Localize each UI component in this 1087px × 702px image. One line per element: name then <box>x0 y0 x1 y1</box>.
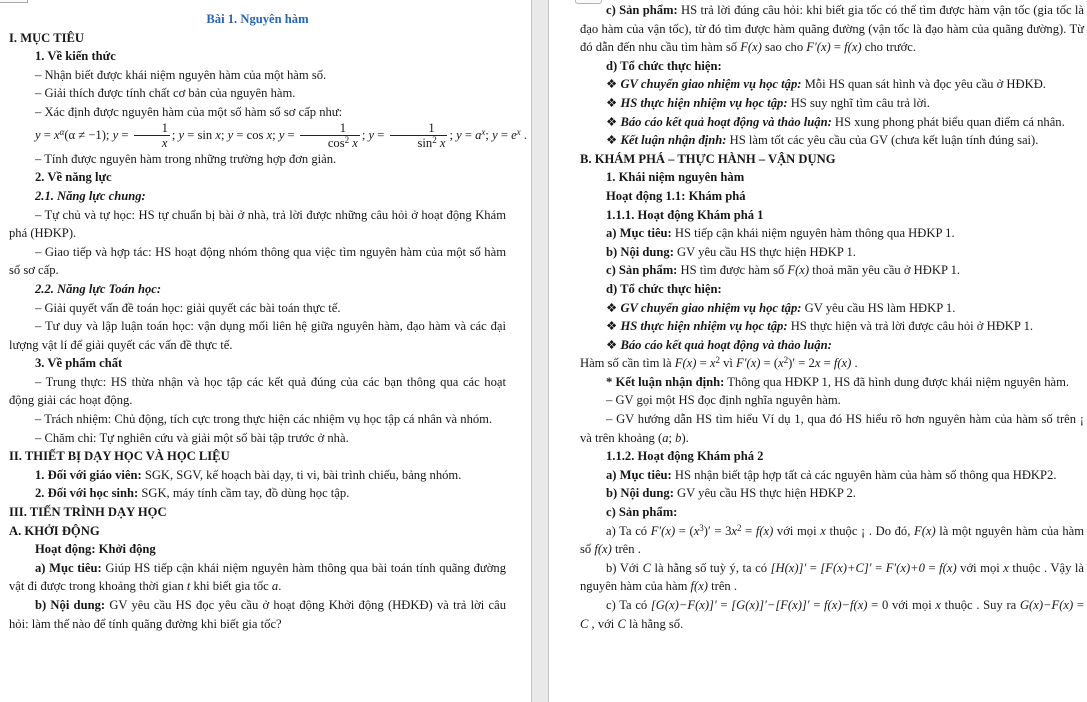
paragraph <box>580 224 1084 243</box>
paragraph <box>9 559 506 596</box>
fraction <box>134 122 170 150</box>
text-run: Báo cáo kết quả hoạt động và thảo luận: <box>620 114 832 129</box>
text-run: 2. Về năng lực <box>35 170 112 185</box>
text-run: GV yêu cầu HS đọc yêu cầu ở hoạt động Khởi động (HĐKĐ) và trả lời câu hỏi: làm thế nào để tính quãng đường khi biết gia tốc? <box>9 598 506 631</box>
text-run: với mọi <box>956 560 1004 575</box>
text-run: thuộc . Suy ra <box>940 598 1020 612</box>
text-run: 1 <box>161 120 168 135</box>
paragraph <box>580 261 1084 280</box>
paragraph <box>580 168 1084 187</box>
text-run: , với <box>588 616 618 631</box>
text-run: x <box>693 523 700 538</box>
text-run: 2.1. Năng lực chung: <box>35 188 146 203</box>
text-run: F(x) <box>787 263 810 278</box>
text-run: t <box>186 579 191 594</box>
text-run: HS nhận biết tập hợp tất cả các nguyên hàm của hàm số thông qua HĐKP2. <box>671 467 1057 482</box>
cropped-ui-fragment-left <box>0 0 28 3</box>
paragraph <box>9 410 506 429</box>
paragraph <box>9 150 506 169</box>
text-run: là một nguyên hàm của hàm số <box>580 523 1085 557</box>
text-run: 1. Khái niệm nguyên hàm <box>606 170 745 185</box>
text-run: HS làm tốt các yêu cầu của GV (chưa kết luận tính đúng sai). <box>726 133 1039 148</box>
text-run: x <box>436 136 446 151</box>
text-run: 1. Đối với giáo viên: <box>35 467 142 482</box>
page-2[interactable] <box>549 0 1087 702</box>
paragraph <box>580 187 1084 206</box>
text-run: = <box>806 560 821 575</box>
text-run: trên . <box>708 579 738 594</box>
text-run: HS trả lời đúng câu hỏi: khi biết gia tốc có thể tìm được hàm vận tốc (gia tốc là đạo hàm của vận tốc), từ đó tìm được hàm quãng đường (vận tốc là đạo hàm của quãng đường). Từ đó dẫn đến nhu cầu tìm hàm số <box>580 3 1084 55</box>
heading-nang-luc <box>9 168 506 187</box>
paragraph <box>580 1 1084 57</box>
text-run: F(x) <box>914 523 936 538</box>
text-run: [G(x)−F(x)]′ <box>650 598 717 612</box>
text-run: ; <box>361 127 369 142</box>
text-run: b) Nội dung: <box>606 244 674 259</box>
text-run: f(x) <box>844 40 862 55</box>
formula-ham-so-can-tim <box>580 354 1084 373</box>
text-run: y <box>227 127 234 142</box>
text-run: x <box>266 127 273 142</box>
cropped-ui-fragment-center <box>575 0 602 4</box>
text-run: a <box>662 430 669 445</box>
text-run: = <box>374 127 388 142</box>
paragraph <box>580 484 1084 503</box>
text-run: 3. Về phẩm chất <box>35 356 123 371</box>
text-run: vì <box>719 356 737 371</box>
text-run: thoả mãn yêu cầu ở HĐKP 1. <box>809 263 961 278</box>
text-run: là hằng số tuỳ ý, ta có <box>651 560 771 575</box>
text-run: 1 <box>428 120 435 135</box>
text-run: ❖ <box>606 114 621 129</box>
text-run: y <box>456 127 462 142</box>
text-run: khi biết gia tốc <box>190 579 272 594</box>
text-run: – Tư duy và lập luận toán học: vận dụng mối liên hệ giữa nguyên hàm, đạo hàm và các đại lượng vật lí để giải quyết các vấn đề thực tế. <box>9 319 506 352</box>
text-run: HS thực hiện và trả lời được câu hỏi ở HĐKP 1. <box>787 319 1034 334</box>
text-run: f(x) <box>939 560 957 575</box>
text-run: )′ = 3 <box>703 523 732 538</box>
paragraph <box>9 243 506 280</box>
paragraph <box>9 103 506 122</box>
paragraph <box>9 84 506 103</box>
text-run: x <box>516 126 521 137</box>
text-run: a) Mục tiêu: <box>35 560 102 575</box>
text-run: thuộc ¡ . Do đó, <box>825 523 915 538</box>
text-run: 3 <box>699 522 704 533</box>
text-run: c) Ta có <box>606 598 651 612</box>
text-run: cos <box>327 136 345 151</box>
text-run: x <box>54 127 60 142</box>
text-run: GV yêu cầu HS làm HĐKP 1. <box>801 300 956 315</box>
text-run: – Giao tiếp và hợp tác: HS hoạt động nhóm thông qua việc tìm nguyên hàm của một số hàm số sơ cấp. <box>9 244 506 278</box>
text-run: F(x) <box>674 356 697 371</box>
text-run: Giúp HS tiếp cận khái niệm nguyên hàm thông qua bài toán tính quãng đường vật đi được trong khoảng thời gian <box>9 560 506 594</box>
paragraph <box>9 299 506 318</box>
text-run: = <box>871 560 886 575</box>
text-run: I. MỤC TIÊU <box>9 30 84 45</box>
text-run: a) Mục tiêu: <box>606 467 672 482</box>
text-run: = <box>830 40 845 55</box>
paragraph <box>580 391 1084 410</box>
paragraph <box>580 503 1084 522</box>
text-run: x <box>481 126 486 137</box>
text-run: α <box>59 126 65 137</box>
text-run: e <box>511 127 517 142</box>
text-run: F′(x) <box>736 356 761 371</box>
text-run: f(x) <box>833 356 852 371</box>
text-run: Hoạt động: Khởi động <box>35 542 156 557</box>
text-run: ; <box>449 127 457 142</box>
text-run: = <box>696 356 710 371</box>
text-run: cho trước. <box>861 40 917 55</box>
text-run: [H(x)]′ <box>770 560 807 575</box>
paragraph <box>580 206 1084 225</box>
formula-elementary-functions <box>9 120 527 151</box>
text-run: a <box>475 127 482 142</box>
text-run: x <box>731 523 737 538</box>
text-run: – Trung thực: HS thừa nhận và học tập các kết quả đúng của các bạn thông qua các hoạt động giải các hoạt động. <box>9 374 506 408</box>
text-run: – GV gọi một HS đọc định nghĩa nguyên hàm. <box>606 393 841 408</box>
text-run: 1 <box>339 120 346 135</box>
text-run: 2 <box>344 135 350 146</box>
text-run: ❖ <box>606 337 621 352</box>
text-run: d) Tổ chức thực hiện: <box>606 58 722 73</box>
text-run: 1. Về kiến thức <box>35 49 116 64</box>
text-run: a) Ta có <box>606 523 651 538</box>
text-run: Kết luận nhận định: <box>620 133 727 148</box>
text-run: (α ≠ −1); <box>64 127 113 142</box>
paragraph <box>580 299 1084 318</box>
heading-khoi-dong <box>9 522 506 541</box>
text-run: Hoạt động 1.1: Khám phá <box>606 188 746 203</box>
text-run: GV chuyển giao nhiệm vụ học tập: <box>620 300 802 315</box>
text-run: 2. Đối với học sinh: <box>35 486 139 501</box>
paragraph <box>9 317 506 354</box>
text-run: = <box>1073 598 1084 612</box>
text-run: Thông qua HĐKP 1, HS đã hình dung được khái niệm nguyên hàm. <box>724 374 1070 389</box>
paragraph <box>580 522 1084 559</box>
text-run: = cos <box>233 127 267 142</box>
text-run: – GV hướng dẫn HS tìm hiểu Ví dụ 1, qua đó HS hiểu rõ hơn nguyên hàm của hàm số trên ¡ và trên khoảng ( <box>580 412 1084 445</box>
text-run: ; <box>668 430 676 445</box>
text-run: ). <box>681 430 689 445</box>
paragraph <box>9 187 506 206</box>
text-run: x <box>778 356 784 371</box>
text-run: III. TIẾN TRÌNH DẠY HỌC <box>9 505 167 520</box>
text-run: HS tìm được hàm số <box>677 263 788 278</box>
text-run: SGK, SGV, kế hoạch bài dạy, ti vi, bài trình chiếu, bảng nhóm. <box>141 467 462 482</box>
text-run: – Tự chủ và tự học: HS tự chuẩn bị bài ở nhà, trả lời được những câu hỏi ở hoạt động Khám phá (HĐKP). <box>9 207 506 241</box>
text-run: . <box>278 579 282 594</box>
text-run: – Tính được nguyên hàm trong những trường hợp đơn giản. <box>35 151 337 166</box>
text-run: = <box>809 598 825 612</box>
text-run: y <box>35 127 41 142</box>
text-run: b <box>675 430 682 445</box>
text-run: = <box>461 127 476 142</box>
text-run: ❖ <box>606 319 621 334</box>
text-run: )′ = 2 <box>788 356 815 371</box>
text-run: F(x) <box>740 40 762 55</box>
text-run: x <box>814 356 821 371</box>
text-run: C <box>580 616 589 631</box>
text-run: x <box>820 523 826 538</box>
text-run: x <box>161 136 168 151</box>
text-run: = <box>40 127 54 142</box>
text-run: HS thực hiện nhiệm vụ học tập: <box>620 319 788 334</box>
text-run: y <box>492 127 498 142</box>
paragraph <box>580 280 1084 299</box>
text-run: F′(x) <box>806 40 831 55</box>
text-run: Mỗi HS quan sát hình và đọc yêu cầu ở HĐKĐ. <box>801 77 1046 92</box>
paragraph <box>580 373 1084 392</box>
text-run: Báo cáo kết quả hoạt động và thảo luận: <box>620 337 832 352</box>
paragraph <box>580 243 1084 262</box>
heading-kien-thuc <box>9 47 506 66</box>
text-run: = <box>716 598 732 612</box>
text-run: 1.1.2. Hoạt động Khám phá 2 <box>606 449 764 464</box>
text-run: SGK, máy tính cầm tay, đồ dùng học tập. <box>138 486 350 501</box>
text-run: b) Nội dung: <box>35 598 106 612</box>
heading-muc-tieu <box>9 29 506 48</box>
text-run: = <box>497 127 512 142</box>
text-run: b) Với <box>606 560 643 575</box>
text-run: HS tiếp cận khái niệm nguyên hàm thông qua HĐKP 1. <box>671 226 955 241</box>
text-run: sao cho <box>761 40 807 55</box>
text-run: f(x)−f(x) <box>824 598 868 612</box>
text-run: ❖ <box>606 133 621 148</box>
heading-tien-trinh <box>9 503 506 522</box>
text-run: ❖ <box>606 77 621 92</box>
paragraph <box>580 336 1084 355</box>
paragraph <box>580 57 1084 76</box>
text-run: ; <box>220 127 228 142</box>
paragraph <box>9 540 506 559</box>
text-run: ; <box>272 127 279 142</box>
text-run: f(x) <box>594 542 612 557</box>
text-run: – Giải thích được tính chất cơ bản của nguyên hàm. <box>35 86 296 101</box>
text-run: trên . <box>611 542 641 557</box>
text-run: HS suy nghĩ tìm câu trả lời. <box>787 95 930 110</box>
text-run: GV yêu cầu HS thực hiện HĐKP 2. <box>673 486 856 501</box>
text-run: II. THIẾT BỊ DẠY HỌC VÀ HỌC LIỆU <box>9 449 230 464</box>
heading-pham-chat <box>9 354 506 373</box>
text-run: – Trách nhiệm: Chủ động, tích cực trong thực hiện các nhiệm vụ học tập cá nhân và nhóm. <box>35 412 493 427</box>
text-run: x <box>215 127 221 142</box>
paragraph <box>9 66 506 85</box>
text-run: d) Tổ chức thực hiện: <box>606 281 722 296</box>
page-2-content[interactable] <box>580 1 1084 633</box>
text-run: = 0 với mọi <box>867 598 936 612</box>
paragraph <box>9 206 506 243</box>
text-run: GV yêu cầu HS thực hiện HĐKP 1. <box>673 244 856 259</box>
text-run: HS thực hiện nhiệm vụ học tập: <box>620 95 788 110</box>
text-run: x <box>709 356 716 371</box>
text-run: = <box>741 523 756 538</box>
text-run: 2 <box>736 522 742 533</box>
paragraph <box>580 559 1084 596</box>
page-1-content[interactable] <box>9 10 527 633</box>
text-run: 2 <box>432 135 437 146</box>
paragraph <box>9 484 506 503</box>
text-run: A. KHỞI ĐỘNG <box>9 523 100 538</box>
text-run: sin <box>417 136 433 151</box>
paragraph <box>580 447 1084 466</box>
text-run: – Xác định được nguyên hàm của một số hàm số sơ cấp như: <box>35 104 343 119</box>
text-run: ; <box>171 127 179 142</box>
page-gap <box>531 0 549 702</box>
text-run: – Nhận biết được khái niệm nguyên hàm của một hàm số. <box>35 67 327 82</box>
text-run: F′(x) <box>650 523 676 538</box>
text-run: G(x)−F(x) <box>1019 598 1074 612</box>
fraction <box>390 122 448 150</box>
lesson-title: Bài 1. Nguyên hàm <box>206 12 309 26</box>
text-run: ; <box>485 127 493 142</box>
text-run: f(x) <box>690 579 708 594</box>
heading-kham-pha <box>580 150 1084 169</box>
text-run: ❖ <box>606 300 621 315</box>
heading-thiet-bi <box>9 447 506 466</box>
paragraph <box>580 466 1084 485</box>
paragraph <box>580 131 1084 150</box>
text-run: 2.2. Năng lực Toán học: <box>35 281 162 296</box>
text-run: * Kết luận nhận định: <box>606 374 725 389</box>
text-run: c) Sản phẩm: <box>606 263 678 278</box>
text-run: a) Mục tiêu: <box>606 226 672 241</box>
text-run: C <box>617 616 626 631</box>
text-run: y <box>178 127 185 142</box>
paragraph <box>580 75 1084 94</box>
text-run: HS xung phong phát biểu quan điểm cá nhân. <box>831 114 1065 129</box>
text-run: = ( <box>760 356 779 371</box>
paragraph <box>580 596 1084 633</box>
text-run: 1.1.1. Hoạt động Khám phá 1 <box>606 207 764 222</box>
text-run: 2 <box>783 355 789 366</box>
text-run: thuộc . Vậy là nguyên hàm của hàm <box>580 560 1085 594</box>
text-run: c) Sản phẩm: <box>606 505 678 520</box>
text-run: – Giải quyết vấn đề toán học: giải quyết các bài toán thực tế. <box>35 300 341 315</box>
text-run: GV chuyển giao nhiệm vụ học tập: <box>620 77 802 92</box>
text-run: là hằng số. <box>625 616 684 631</box>
text-run: x <box>349 136 358 151</box>
paragraph <box>580 317 1084 336</box>
text-run: = <box>284 127 298 142</box>
text-run: x <box>935 598 941 612</box>
text-run: x <box>1003 560 1009 575</box>
text-run: ❖ <box>606 95 621 110</box>
fraction <box>300 122 360 150</box>
text-run: y <box>368 127 375 142</box>
text-run: – Chăm chỉ: Tự nghiên cứu và giải một số bài tập trước ở nhà. <box>35 430 349 445</box>
paragraph <box>580 113 1084 132</box>
text-run: B. KHÁM PHÁ – THỰC HÀNH – VẬN DỤNG <box>580 151 836 166</box>
paragraph <box>9 466 506 485</box>
paragraph <box>580 410 1084 447</box>
paragraph <box>9 596 506 633</box>
text-run: C <box>642 560 651 575</box>
text-run: y <box>278 127 285 142</box>
text-run: = <box>118 127 132 142</box>
text-run: [G(x)]′−[F(x)]′ <box>731 598 810 612</box>
text-run: b) Nội dung: <box>606 486 674 501</box>
paragraph <box>580 94 1084 113</box>
paragraph <box>9 373 506 410</box>
text-run: y <box>112 127 119 142</box>
text-run: Hàm số cần tìm là <box>580 356 675 371</box>
text-run: a <box>271 579 279 594</box>
text-run: 2 <box>715 355 720 366</box>
text-run: . <box>851 356 858 371</box>
text-run: với mọi <box>773 523 821 538</box>
paragraph <box>9 280 506 299</box>
text-run: = <box>820 356 834 371</box>
text-run: F′(x)+0 <box>885 560 925 575</box>
text-run: . <box>520 127 527 142</box>
page-1[interactable] <box>0 0 531 702</box>
text-run: = ( <box>675 523 694 538</box>
text-run: = sin <box>184 127 216 142</box>
paragraph <box>9 429 506 448</box>
text-run: c) Sản phẩm: <box>606 3 678 17</box>
text-run: f(x) <box>755 523 774 538</box>
text-run: = <box>924 560 940 575</box>
text-run: [F(x)+C]′ <box>820 560 872 575</box>
